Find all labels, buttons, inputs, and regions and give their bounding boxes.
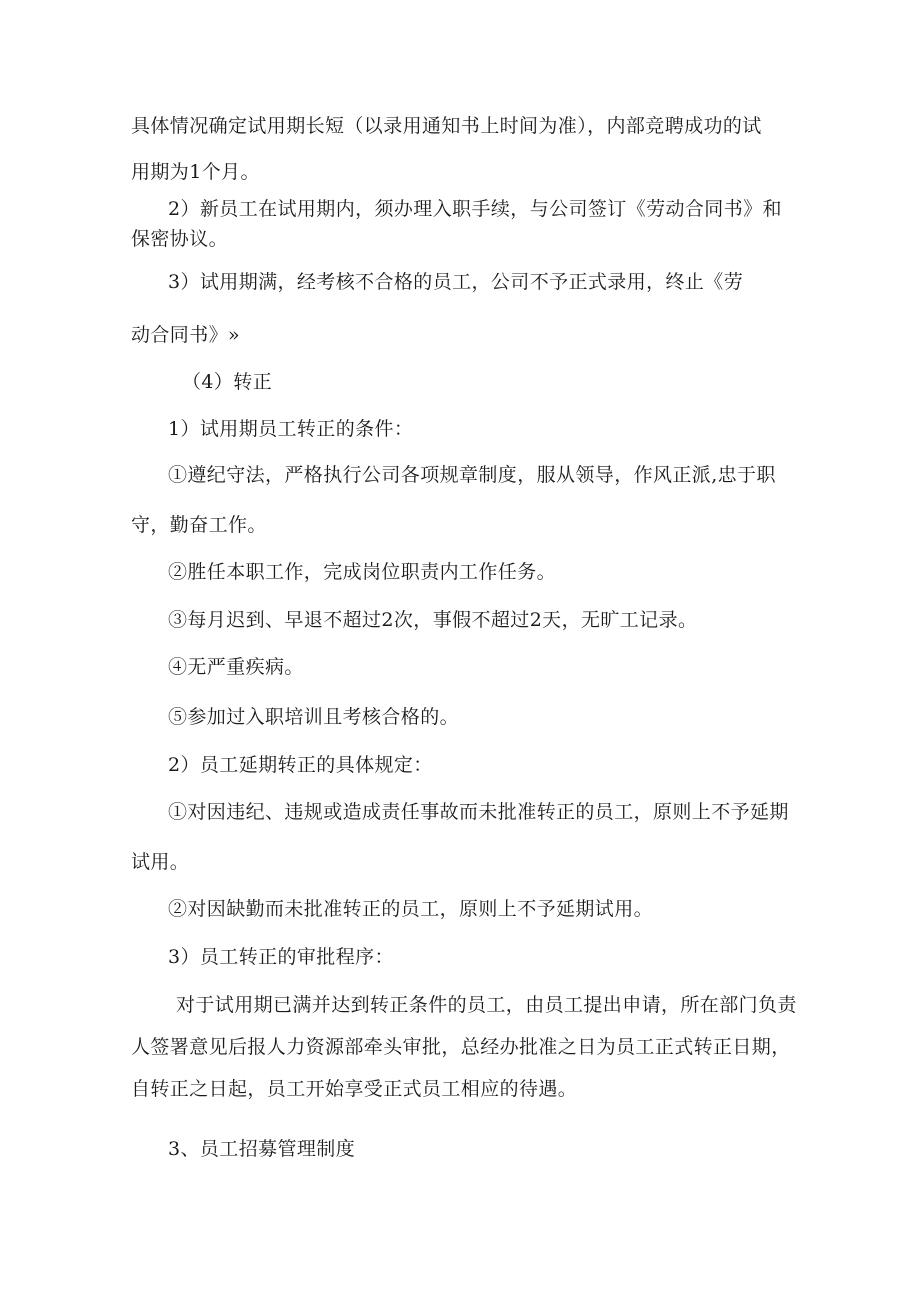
text-line: 用期为1个月。 xyxy=(131,161,260,183)
text-line: 对于试用期已满并达到转正条件的员工，由员工提出申请，所在部门负责 xyxy=(176,994,797,1016)
text-line: 人签署意见后报人力资源部牵头审批，总经办批准之日为员工正式转正日期， xyxy=(131,1036,791,1058)
text-line: ①对因违纪、违规或造成责任事故而未批准转正的员工，原则上不予延期 xyxy=(168,801,789,823)
text-line: 守，勤奋工作。 xyxy=(131,514,267,536)
text-line: ③每月迟到、早退不超过2次，事假不超过2天，无旷工记录。 xyxy=(168,609,698,631)
text-line: ⑤参加过入职培训且考核合格的。 xyxy=(168,706,460,728)
text-line: 试用。 xyxy=(131,851,190,873)
text-line: 2）新员工在试用期内，须办理入职手续，与公司签订《劳动合同书》和 xyxy=(168,198,782,220)
text-line: 2）员工延期转正的具体规定： xyxy=(168,754,433,776)
text-line: 动合同书》» xyxy=(131,324,241,346)
text-line: 自转正之日起，员工开始享受正式员工相应的待遇。 xyxy=(131,1078,578,1100)
text-line: 1）试用期员工转正的条件： xyxy=(168,418,414,440)
text-line: ②对因缺勤而未批准转正的员工，原则上不予延期试用。 xyxy=(168,898,654,920)
text-line: ①遵纪守法，严格执行公司各项规章制度，服从领导，作风正派,忠于职 xyxy=(168,464,776,486)
text-line: ②胜任本职工作，完成岗位职责内工作任务。 xyxy=(168,561,557,583)
section-heading: 3、员工招募管理制度 xyxy=(168,1138,356,1160)
text-line: 3）员工转正的审批程序： xyxy=(168,946,394,968)
text-line: 具体情况确定试用期长短（以录用通知书上时间为准），内部竞聘成功的试 xyxy=(131,115,762,137)
text-line: 3）试用期满，经考核不合格的员工，公司不予正式录用，终止《劳 xyxy=(168,271,744,293)
section-heading: （4）转正 xyxy=(182,371,273,393)
text-line: ④无严重疾病。 xyxy=(168,656,304,678)
text-line: 保密协议。 xyxy=(131,228,229,250)
